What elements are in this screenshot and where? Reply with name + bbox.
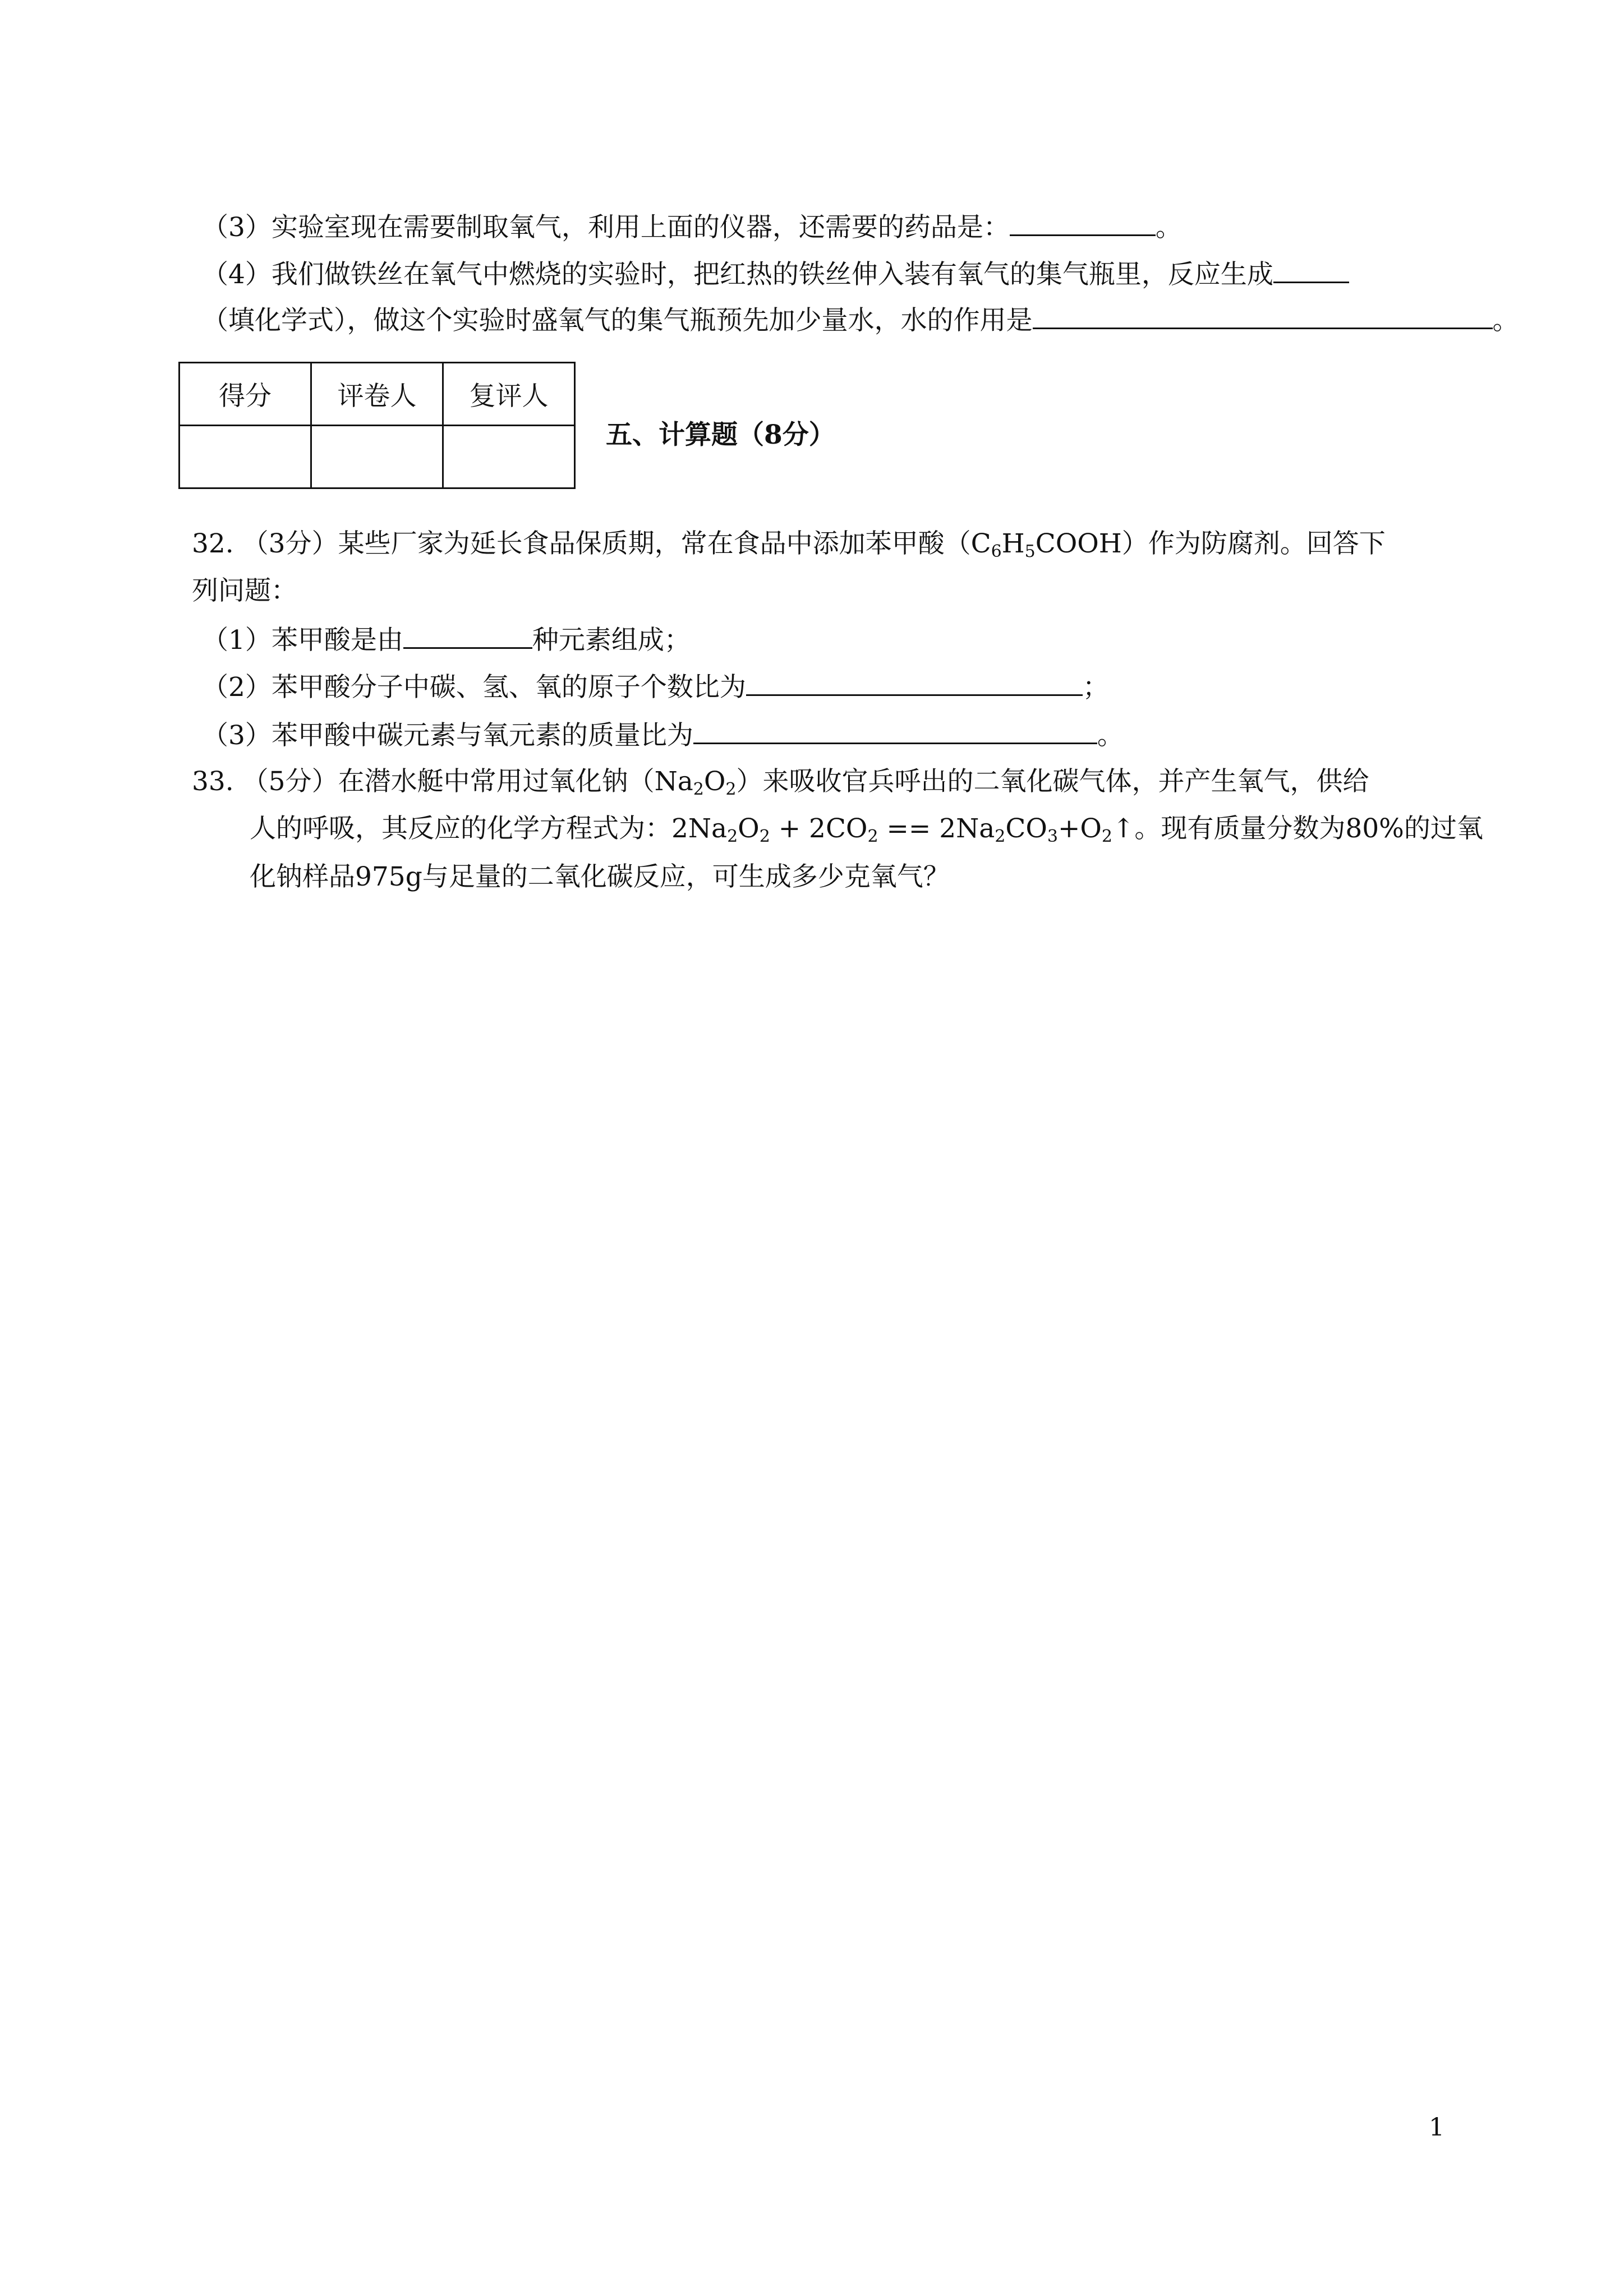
answer-blank-reagent[interactable] xyxy=(1010,210,1156,236)
reviewer-cell[interactable] xyxy=(443,426,575,488)
q31-part4-line2: （填化学式），做这个实验时盛氧气的集气瓶预先加少量水，水的作用是 。 xyxy=(202,303,1519,338)
answer-blank-atom-ratio[interactable] xyxy=(746,670,1083,696)
score-table xyxy=(178,362,576,489)
q31-part4-text: （4）我们做铁丝在氧气中燃烧的实验时，把红热的铁丝伸入装有氧气的集气瓶里，反应生成 xyxy=(202,259,1273,290)
q31-part4-line2-text: （填化学式），做这个实验时盛氧气的集气瓶预先加少量水，水的作用是 xyxy=(202,305,1033,336)
answer-blank-product-formula[interactable] xyxy=(1273,257,1349,283)
answer-blank-element-count[interactable] xyxy=(403,623,532,649)
q33-line1: 33. （5分）在潜水艇中常用过氧化钠$(Na_2O_2)$来吸收官兵呼出的二氧化碳气体，并产生氧气，供给 xyxy=(192,766,1369,799)
q33-line2: 人的呼吸，其反应的化学方程式为：$2Na_2O_2 + 2CO_2$ == $2Na_2CO_3+O_2↑$。现有质量分数为80%的过氧 xyxy=(250,813,1483,846)
answer-blank-water-purpose[interactable] xyxy=(1033,303,1493,329)
score-header-grader: 评卷人 xyxy=(311,363,443,426)
q32-line2: 列问题： xyxy=(192,575,297,606)
grader-cell[interactable] xyxy=(311,426,443,488)
q32-part3: （3）苯甲酸中碳元素与氧元素的质量比为 。 xyxy=(202,718,1124,753)
q32-part1: （1）苯甲酸是由 种元素组成； xyxy=(202,623,691,657)
score-header-score: 得分 xyxy=(180,363,311,426)
score-header-reviewer: 复评人 xyxy=(443,363,575,426)
q31-part4-line1 xyxy=(202,257,1349,292)
q31-part3-text: （3）实验室现在需要制取氧气，利用上面的仪器，还需要的药品是： xyxy=(202,212,1010,243)
q33-line3: 化钠样品975g与足量的二氧化碳反应，可生成多少克氧气？ xyxy=(250,861,950,892)
q32-part2: （2）苯甲酸分子中碳、氢、氧的原子个数比为 ； xyxy=(202,670,1109,704)
answer-blank-mass-ratio[interactable] xyxy=(693,718,1097,744)
q32-line1: 32. （3分）某些厂家为延长食品保质期，常在食品中添加苯甲酸$(C_6H_5COOH)$作为防腐剂。回答下 xyxy=(192,528,1386,561)
section-title: 五、计算题（8分） xyxy=(606,419,835,450)
page-number: 1 xyxy=(1429,2113,1444,2142)
q31-part3: （3）实验室现在需要制取氧气，利用上面的仪器，还需要的药品是： 。 xyxy=(202,210,1182,245)
score-cell[interactable] xyxy=(180,426,311,488)
score-table-entry-row xyxy=(180,426,575,488)
score-table-header-row xyxy=(180,363,575,426)
